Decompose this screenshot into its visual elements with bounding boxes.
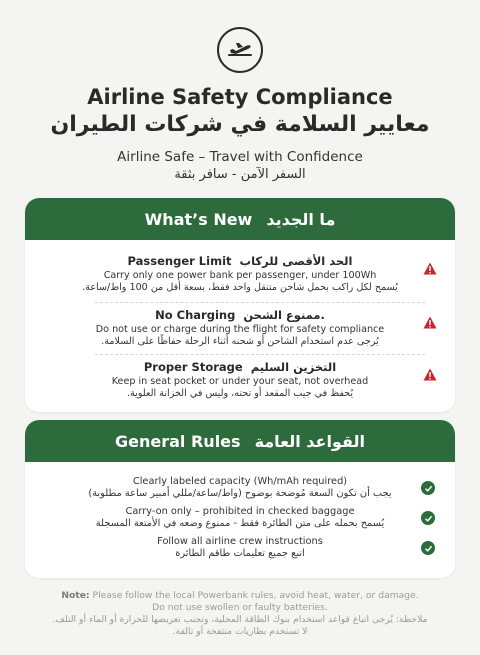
general-rules-header bbox=[25, 420, 455, 462]
page-title: Airline Safety Compliance bbox=[87, 85, 393, 109]
check-icon bbox=[421, 481, 435, 495]
item-text-arabic: يُسمح لكل راكب بحمل شاحن متنقل واحد فقط، بسعة أقل من 100 واط/ساعة. bbox=[82, 282, 398, 293]
item-text: Carry only one power bank per passenger, under 100Wh bbox=[103, 270, 377, 281]
general-rules-title-arabic: القواعد العامة bbox=[254, 431, 365, 451]
rule-text: Carry-on only – prohibited in checked baggage bbox=[125, 506, 355, 517]
item-text-arabic: يُحفظ في جيب المقعد أو تحته، وليس في الخزانة العلوية. bbox=[126, 388, 354, 399]
check-icon bbox=[421, 541, 435, 555]
note-line-1: Please follow the local Powerbank rules, avoid heat, water, or damage. bbox=[92, 590, 419, 601]
whats-new-card bbox=[25, 198, 455, 412]
rule-text-arabic: يُسمح بحمله على متن الطائرة فقط - ممنوع وضعه في الأمتعة المسجلة bbox=[95, 518, 385, 529]
item-title: Passenger Limit bbox=[127, 254, 232, 268]
warning-icon bbox=[423, 262, 437, 275]
whats-new-item bbox=[25, 308, 455, 347]
general-rules-title: General Rules bbox=[115, 431, 241, 451]
whats-new-title: What’s New bbox=[144, 209, 253, 229]
check-icon bbox=[421, 511, 435, 525]
rule-text-arabic: اتبع جميع تعليمات طاقم الطائرة bbox=[175, 548, 305, 559]
note-line-4-arabic: لا تستخدم بطاريات منتفخة أو تالفة. bbox=[172, 626, 308, 637]
note-line-3-arabic: ملاحظة: يُرجى اتباع قواعد استخدام بنوك الطاقة المحلية، وتجنب تعريضها للحرارة أو الماء أو التلف. bbox=[52, 614, 428, 625]
rule-text-arabic: يجب أن تكون السعة مُوضحة بوضوح (واط/ساعة/مللي أمبير ساعة مطلوبة) bbox=[88, 488, 392, 499]
item-title: Proper Storage bbox=[143, 360, 243, 374]
note-label: Note: bbox=[61, 590, 90, 601]
item-text: Do not use or charge during the flight for safety compliance bbox=[95, 324, 385, 335]
rule-text: Follow all airline crew instructions bbox=[157, 536, 323, 547]
divider bbox=[95, 354, 425, 355]
rule-item bbox=[25, 536, 455, 559]
page-subtitle: Airline Safe – Travel with Confidence bbox=[117, 149, 363, 165]
item-title: No Charging bbox=[155, 308, 236, 322]
rule-item bbox=[25, 476, 455, 499]
page-title-arabic: معايير السلامة في شركات الطيران bbox=[50, 112, 430, 137]
whats-new-title-arabic: ما الجديد bbox=[266, 209, 336, 229]
rule-item bbox=[25, 506, 455, 529]
item-title-arabic: .ممنوع الشحن bbox=[243, 308, 325, 322]
item-text: Keep in seat pocket or under your seat, not overhead bbox=[111, 376, 369, 387]
footer-note bbox=[0, 590, 480, 638]
whats-new-item bbox=[25, 360, 455, 399]
rule-text: Clearly labeled capacity (Wh/mAh required) bbox=[132, 476, 348, 487]
divider bbox=[95, 302, 425, 303]
item-text-arabic: يُرجى عدم استخدام الشاحن أو شحنه أثناء الرحلة حفاظًا على السلامة. bbox=[101, 336, 379, 347]
airplane-departure-icon bbox=[217, 27, 263, 73]
whats-new-item bbox=[25, 254, 455, 293]
page-subtitle-arabic: السفر الآمن - سافر بثقة bbox=[174, 167, 306, 182]
warning-icon bbox=[423, 316, 437, 329]
general-rules-card bbox=[25, 420, 455, 578]
whats-new-header bbox=[25, 198, 455, 240]
item-title-arabic: الحد الأقصى للركاب bbox=[239, 254, 353, 268]
note-line-2: Do not use swollen or faulty batteries. bbox=[152, 602, 328, 613]
item-title-arabic: التخزين السليم bbox=[250, 360, 337, 374]
warning-icon bbox=[423, 368, 437, 381]
